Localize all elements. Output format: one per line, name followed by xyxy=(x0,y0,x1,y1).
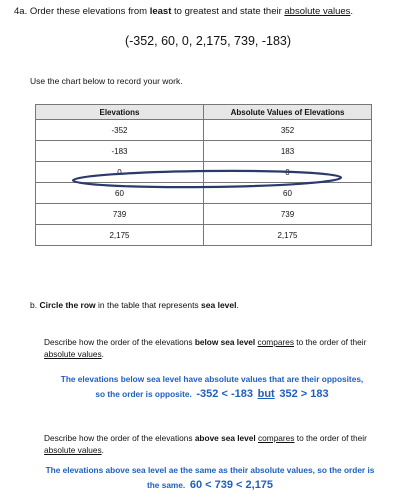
question-b-suffix: . xyxy=(236,300,239,310)
question-b-bold-2: sea level xyxy=(201,300,237,310)
question-4a-text: 4a. Order these elevations from xyxy=(14,6,150,17)
prompt-above-underlined-1: compares xyxy=(258,433,295,443)
elevation-cell: 0 xyxy=(36,162,204,183)
absolute-value-cell: 2,175 xyxy=(204,225,372,246)
elevation-cell: -352 xyxy=(36,120,204,141)
answer-below-expr-2: 352 > 183 xyxy=(279,388,329,400)
prompt-above-sea-level xyxy=(44,432,384,456)
question-b xyxy=(30,300,239,310)
header-elevations: Elevations xyxy=(36,105,204,120)
question-b-bold-1: Circle the row xyxy=(39,300,96,310)
number-set: (-352, 60, 0, 2,175, 739, -183) xyxy=(124,34,292,48)
question-4a-text-2: to greatest and state their xyxy=(171,6,285,17)
absolute-value-cell: 0 xyxy=(204,162,372,183)
prompt-below-sea-level xyxy=(44,336,384,360)
absolute-value-cell: 183 xyxy=(204,141,372,162)
table-row xyxy=(36,204,372,225)
question-4a-bold: least xyxy=(149,6,172,17)
question-4a-underlined: absolute values xyxy=(284,6,351,17)
prompt-below-text-2: to the order of their xyxy=(293,337,367,347)
question-4a-suffix: . xyxy=(350,6,354,17)
prompt-above-suffix: . xyxy=(101,445,104,455)
prompt-above-text-2: to the order of their xyxy=(294,433,367,443)
prompt-above-text: Describe how the order of the elevations xyxy=(44,433,195,443)
absolute-value-cell: 739 xyxy=(204,204,372,225)
elevation-cell: 60 xyxy=(36,183,204,204)
table-row xyxy=(36,120,372,141)
header-absolute-values: Absolute Values of Elevations xyxy=(204,105,372,120)
prompt-below-text: Describe how the order of the elevations xyxy=(44,337,195,347)
answer-below-line-1: The elevations below sea level have absolute values that are their opposites, xyxy=(60,374,364,384)
answer-below-expr-1: -352 < -183 xyxy=(196,388,253,400)
elevation-cell: -183 xyxy=(36,141,204,162)
table-header-row xyxy=(36,105,372,120)
prompt-below-suffix: . xyxy=(101,349,104,359)
absolute-value-cell: 352 xyxy=(204,120,372,141)
prompt-below-bold: below sea level xyxy=(194,337,256,347)
answer-below-line-2-wrap xyxy=(22,387,402,402)
table-row xyxy=(36,141,372,162)
question-b-text: in the table that represents xyxy=(95,300,202,310)
answer-below-conj: but xyxy=(257,388,275,400)
answer-above-line-1: The elevations above sea level ae the same as their absolute values, so the order is xyxy=(45,465,375,475)
answer-below-line-2: so the order is opposite. xyxy=(95,389,192,399)
answer-above-expr: 60 < 739 < 2,175 xyxy=(189,479,274,491)
answer-above-sea-level xyxy=(10,463,410,493)
question-b-prefix: b. xyxy=(30,300,40,310)
prompt-above-bold: above sea level xyxy=(194,433,256,443)
elevation-cell: 739 xyxy=(36,204,204,225)
prompt-below-underlined-1: compares xyxy=(257,337,294,347)
elevation-cell: 2,175 xyxy=(36,225,204,246)
answer-above-line-2-wrap xyxy=(10,478,410,493)
table-row xyxy=(36,225,372,246)
answer-above-line-2: the same. xyxy=(146,480,186,490)
instructions: Use the chart below to record your work. xyxy=(30,76,183,86)
prompt-above-underlined-2: absolute values xyxy=(44,445,102,455)
absolute-value-cell: 60 xyxy=(204,183,372,204)
question-4a xyxy=(14,6,353,17)
sea-level-circle xyxy=(70,168,345,190)
prompt-below-underlined-2: absolute values xyxy=(44,349,102,359)
answer-below-sea-level xyxy=(22,372,402,402)
